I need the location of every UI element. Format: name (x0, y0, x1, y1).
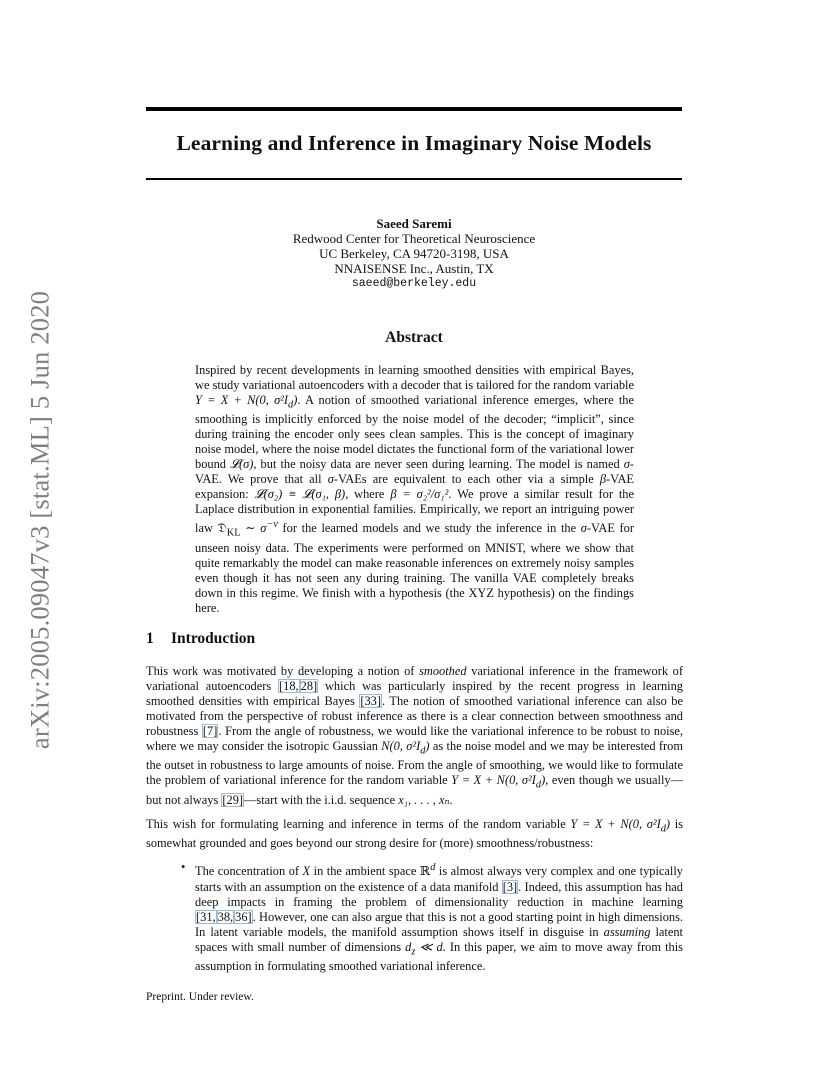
abstract-heading: Abstract (385, 329, 443, 346)
title-bottom-rule (146, 178, 682, 180)
citation-link[interactable]: 36] (235, 909, 252, 924)
section-title: Introduction (171, 630, 256, 647)
citation-link[interactable]: [29] (222, 792, 244, 807)
author-affiliation: NNAISENSE Inc., Austin, TX (334, 261, 494, 276)
arxiv-identifier: arXiv:2005.09047v3 [stat.ML] 5 Jun 2020 (24, 290, 55, 750)
section-heading (146, 630, 255, 648)
citation-link[interactable]: [3] (502, 879, 518, 894)
author-affiliation: UC Berkeley, CA 94720-3198, USA (319, 246, 509, 261)
bullet-list (146, 860, 683, 974)
author-email[interactable]: saeed@berkeley.edu (351, 277, 477, 290)
author-name: Saeed Saremi (376, 216, 452, 231)
bullet-icon: • (181, 860, 186, 875)
citation-link[interactable]: [31, (196, 909, 216, 924)
citation-link[interactable]: 38, (217, 909, 234, 924)
list-item: • The concentration of X in the ambient space ℝ$^d$ is almost always very complex and one typically starts with an assumption on the existence of a data manifold [3]. Indeed, this assumption has had deep impacts in framing the problem of dimensionality reduction in machine learning [31, 38, 36]. However, one can also argue that this is not a good starting point in high dimensions. In latent variable models, the manifold assumption shows itself in disguise in assuming latent spaces with small number of dimensions $d_z$ ≪ d. In this paper, we aim to move away from this assumption in formulating smoothed variational inference. (181, 860, 684, 973)
citation-link[interactable]: 28] (300, 679, 318, 693)
author-block (146, 216, 682, 291)
section-number: 1 (146, 630, 154, 647)
paragraph: This wish for formulating learning and inference in terms of the random variable Y = X + N(0, $\sigma^2I_d$) is somewhat grounded and goes beyond our strong desire for (more) smoothness/robustness: (146, 816, 683, 851)
section-body (146, 664, 683, 974)
author-affiliation: Redwood Center for Theoretical Neuroscience (292, 231, 536, 246)
paper-title: Learning and Inference in Imaginary Noise Models (176, 131, 652, 155)
citation-link[interactable]: [33] (360, 694, 381, 708)
citation-link[interactable]: [18, (279, 679, 299, 693)
footer-note: Preprint. Under review. (146, 991, 254, 1003)
title-top-rule (146, 107, 682, 111)
paragraph: This work was motivated by developing a notion of smoothed variational inference in the framework of variational autoencoders [18, 28] which was particularly inspired by the recent progress in learning smoothed densities with empirical Bayes [33]. The notion of smoothed variational inference can also be motivated from the perspective of robust inference as there is a clear connection between smoothness and robustness [7]. From the angle of robustness, we would like the variational inference to be robust to noise, where we may consider the isotropic Gaussian N(0, $\sigma^2I_d$) as the noise model and we may be interested from the outset in robustness to large amounts of noise. From the angle of smoothing, we would like to formulate the problem of variational inference for the random variable Y = X + N(0, $\sigma^2I_d$), even though we usually—but not always [29]—start with the i.i.d. sequence x₁, . . . , xₙ. (146, 664, 683, 807)
abstract-text: Inspired by recent developments in learning smoothed densities with empirical Bayes, we study variational autoencoders with a decoder that is tailored for the random variable Y = X + N(0, $\sigma^2I_d$). A notion of smoothed variational inference emerges, where the smoothing is implicitly enforced by the noise model of the decoder; “implicit”, since during training the encoder only sees clean samples. This is the concept of imaginary noise model, where the noise model dictates the functional form of the variational lower bound 𝓛(σ), but the noisy data are never seen during learning. The model is named σ-VAE. We prove that all σ-VAEs are equivalent to each other via a simple β-VAE expansion: 𝓛(σ₂) ≡ 𝓛(σ₁, β), where β = σ₂²/σ₁². We prove a similar result for the Laplace distribution in exponential families. Empirically, we report an intriguing power law 𝔇$_{KL}$ ∼ $\sigma^{-\nu}$ for the learned models and we study the inference in the σ-VAE for unseen noisy data. The experiments were performed on MNIST, where we show that quite remarkably the model can make reasonable inferences on extremely noisy samples even though it has not seen any during training. The vanilla VAE completely breaks down in this regime. We finish with a hypothesis (the XYZ hypothesis) on the findings here. (195, 363, 634, 616)
citation-link[interactable]: [7] (202, 724, 218, 738)
